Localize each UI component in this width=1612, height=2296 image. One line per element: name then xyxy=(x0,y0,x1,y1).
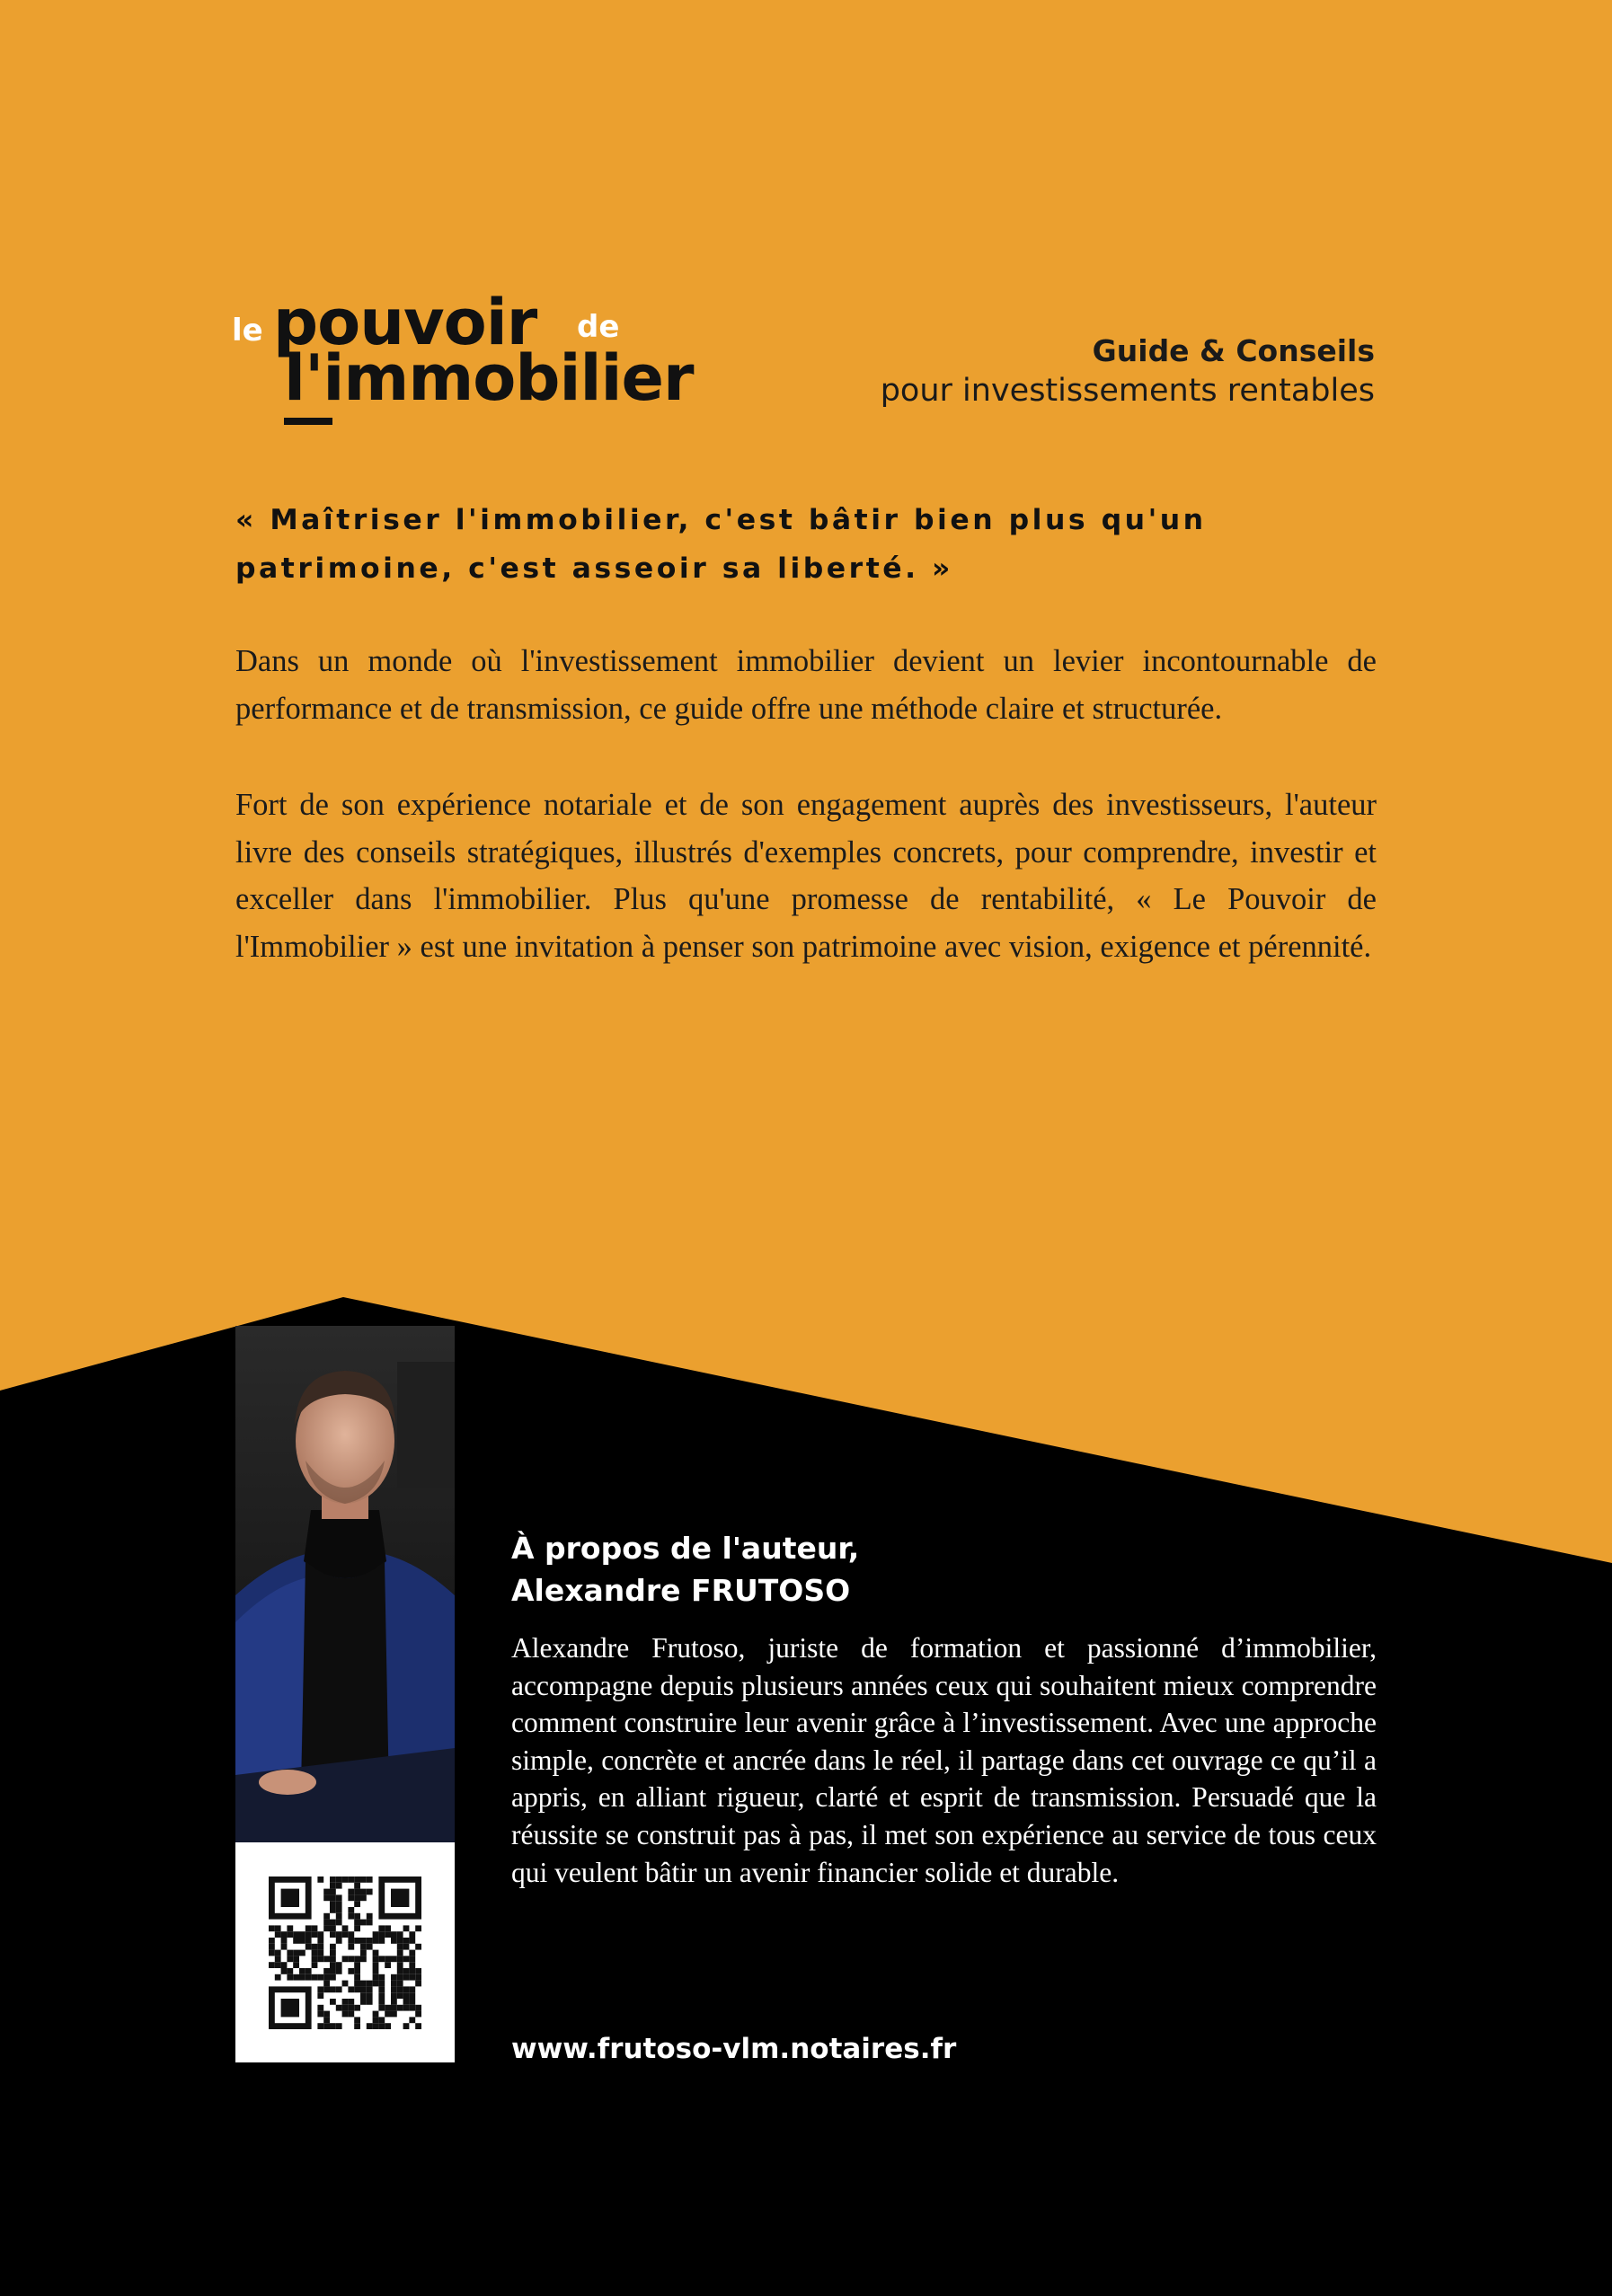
pull-quote: « Maîtriser l'immobilier, c'est bâtir bien plus qu'un patrimoine, c'est asseoir sa liberté. » xyxy=(235,504,1207,585)
qr-code-icon[interactable] xyxy=(235,1842,455,2062)
author-bio: Alexandre Frutoso, juriste de formation et passionné d’immobilier, accompagne depuis plusieurs années ceux qui souhaitent mieux comprendre comment construire leur avenir grâce à l’investissement. Avec une approche simple, concrète et ancrée dans le réel, il partage dans cet ouvrage ce qu’il a appris, en alliant rigueur, clarté et esprit de transmission. Persuadé que la réussite se construit pas à pas, il met son expérience au service de tous ceux qui veulent bâtir un avenir financier solide et durable. xyxy=(511,1632,1377,1888)
tagline-title: Guide & Conseils xyxy=(1092,333,1375,368)
tagline-subtitle: pour investissements rentables xyxy=(880,373,1375,410)
book-logo xyxy=(232,286,753,440)
logo-word-immobilier: l'immobilier xyxy=(284,341,694,415)
logo-word-pouvoir: pouvoir xyxy=(273,286,537,359)
tagline xyxy=(881,331,1375,411)
about-author-heading xyxy=(511,1527,859,1612)
about-author-heading-line2: Alexandre FRUTOSO xyxy=(511,1573,851,1608)
author-portrait-icon xyxy=(235,1326,455,1842)
logo-word-le: le xyxy=(232,313,263,349)
intro-paragraph-1: Dans un monde où l'investissement immobilier devient un levier incontournable de performance et de transmission, ce guide offre une méthode claire et structurée. xyxy=(235,644,1377,726)
about-author-heading-line1: À propos de l'auteur, xyxy=(511,1531,860,1566)
website-link[interactable]: www.frutoso-vlm.notaires.fr xyxy=(511,2033,957,2065)
intro-paragraph-2: Fort de son expérience notariale et de son engagement auprès des investisseurs, l'auteur livre des conseils stratégiques, illustrés d'exemples concrets, pour comprendre, investir et exceller dans l'immobilier. Plus qu'une promesse de rentabilité, « Le Pouvoir de l'Immobilier » est une invitation à penser son patrimoine avec vision, exigence et pérennité. xyxy=(235,788,1377,964)
logo-underline xyxy=(284,418,332,425)
logo-word-de: de xyxy=(577,309,620,345)
